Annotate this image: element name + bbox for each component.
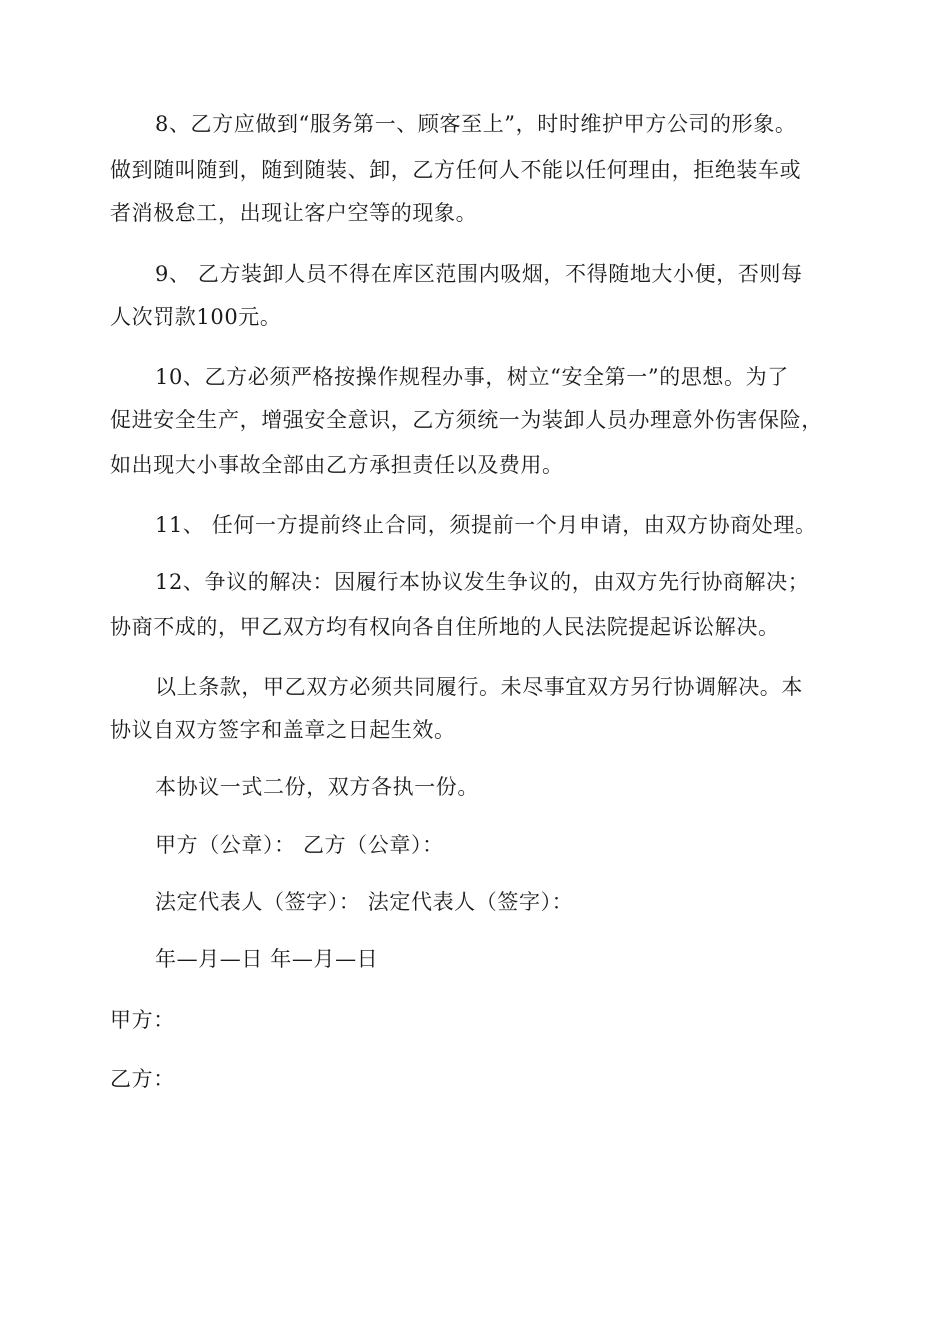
copies-line: 本协议一式二份，双方各执一份。 bbox=[155, 775, 479, 799]
closing-line-1: 以上条款，甲乙双方必须共同履行。未尽事宜双方另行协调解决。本 bbox=[155, 675, 803, 699]
clause-12-line-2: 协商不成的，甲乙双方均有权向各自住所地的人民法院提起诉讼解决。 bbox=[110, 615, 780, 639]
clause-8-line-3: 者消极怠工，出现让客户空等的现象。 bbox=[110, 201, 478, 225]
clause-10-line-2: 促进安全生产，增强安全意识，乙方须统一为装卸人员办理意外伤害保险， bbox=[110, 408, 823, 432]
party-b-label: 乙方： bbox=[110, 1067, 175, 1091]
clause-10-line-3: 如出现大小事故全部由乙方承担责任以及费用。 bbox=[110, 453, 564, 477]
clause-8-line-2: 做到随叫随到，随到随装、卸，乙方任何人不能以任何理由，拒绝装车或 bbox=[110, 158, 802, 182]
dates-line: 年—月—日 年—月—日 bbox=[155, 947, 379, 971]
seals-line: 甲方（公章）： 乙方（公章）： bbox=[155, 833, 444, 857]
clause-11-line-1: 11、 任何一方提前终止合同，须提前一个月申请，由双方协商处理。 bbox=[155, 513, 817, 537]
closing-line-2: 协议自双方签字和盖章之日起生效。 bbox=[110, 718, 456, 742]
representatives-line: 法定代表人（签字）： 法定代表人（签字）： bbox=[155, 890, 574, 914]
clause-12-line-1: 12、争议的解决：因履行本协议发生争议的，由双方先行协商解决； bbox=[155, 570, 810, 594]
party-a-label: 甲方： bbox=[110, 1008, 175, 1032]
clause-9-line-1: 9、 乙方装卸人员不得在库区范围内吸烟，不得随地大小便，否则每 bbox=[155, 262, 803, 286]
clause-10-line-1: 10、乙方必须严格按操作规程办事，树立“安全第一”的思想。为了 bbox=[155, 365, 789, 389]
clause-8-line-1: 8、乙方应做到“服务第一、顾客至上”，时时维护甲方公司的形象。 bbox=[155, 112, 797, 136]
clause-9-line-2: 人次罚款100元。 bbox=[110, 305, 282, 329]
